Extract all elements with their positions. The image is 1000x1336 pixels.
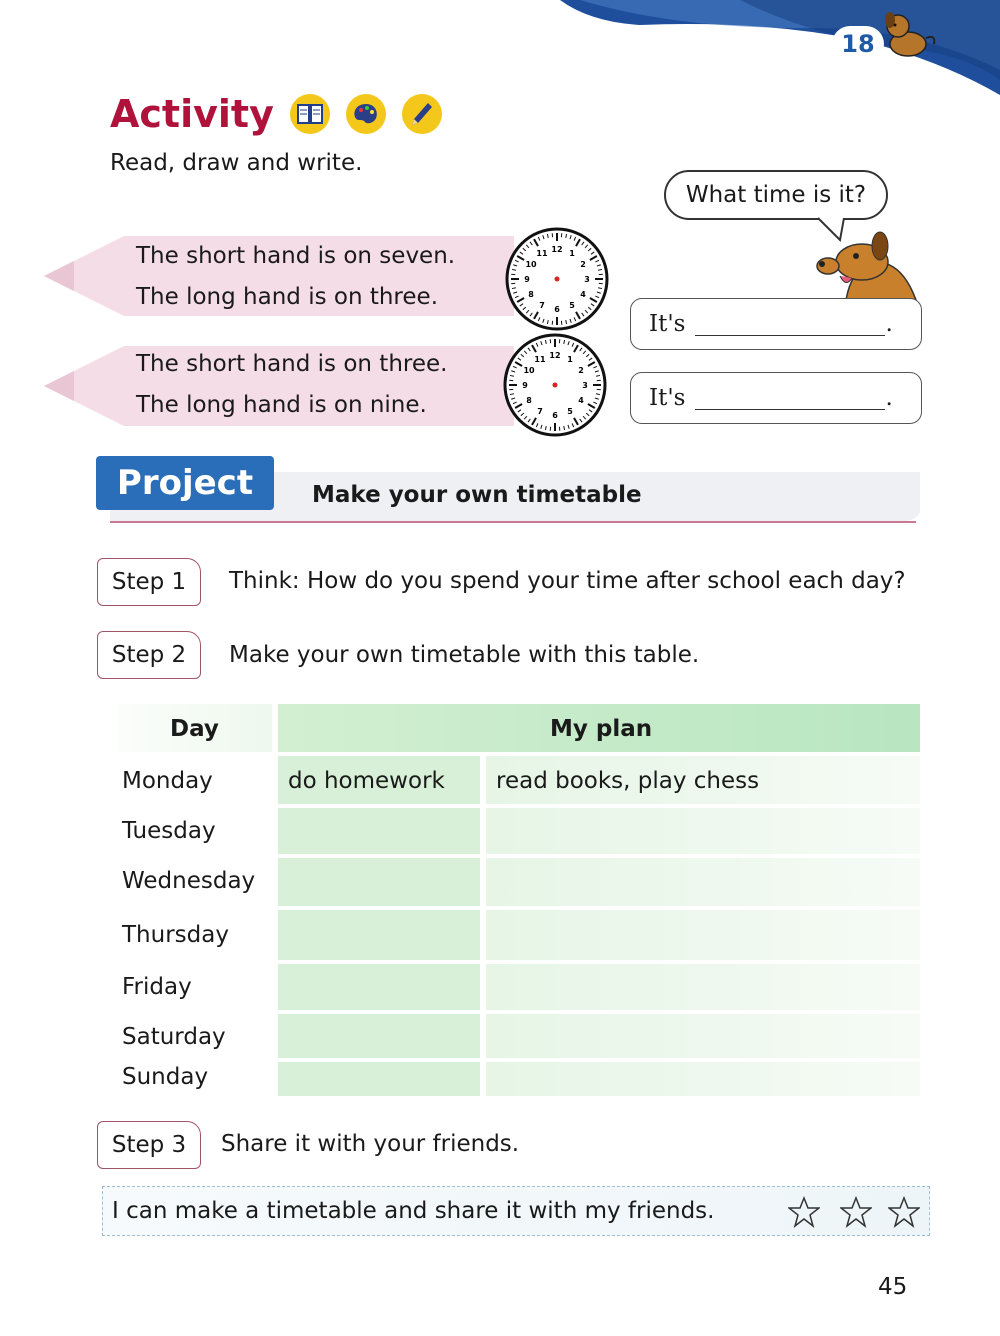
answer-prefix-1: It's: [649, 311, 686, 337]
step-2-text: Make your own timetable with this table.: [229, 642, 700, 668]
table-row: [118, 808, 920, 854]
clock-number: 9: [522, 381, 528, 390]
table-row: [118, 1014, 920, 1058]
header-my-plan: My plan: [550, 716, 653, 742]
plan-cell-tuesday-b[interactable]: [486, 808, 920, 854]
activity-1-line-2: The long hand is on three.: [136, 284, 438, 310]
day-saturday: Saturday: [122, 1024, 226, 1050]
unit-number-badge: 18: [832, 26, 884, 62]
plan-cell-monday-a[interactable]: [278, 756, 480, 804]
clock-2[interactable]: [502, 332, 608, 438]
dog-icon: [816, 222, 920, 302]
clock-number: 4: [580, 290, 586, 299]
plan-cell-sunday-b[interactable]: [486, 1062, 920, 1096]
palette-icon: [346, 94, 386, 134]
clock-number: 5: [567, 406, 573, 416]
clock-number: 10: [525, 260, 537, 269]
plan-cell-wednesday-b[interactable]: [486, 858, 920, 906]
day-monday: Monday: [122, 768, 213, 794]
speech-text: What time is it?: [685, 182, 867, 208]
activity-title: Activity: [110, 92, 274, 136]
clock-number: 2: [580, 260, 586, 269]
clock-number: 11: [536, 249, 548, 259]
clock-number: 5: [569, 300, 575, 310]
table-row: [118, 910, 920, 960]
clock-number: 6: [554, 305, 560, 314]
plan-cell-thursday-a[interactable]: [278, 910, 480, 960]
day-sunday: Sunday: [122, 1064, 209, 1090]
activity-instruction: Read, draw and write.: [110, 150, 363, 176]
clock-number: 8: [526, 396, 532, 405]
answer-box-1: [630, 298, 922, 350]
answer-prefix-2: It's: [649, 385, 686, 411]
clock-number: 7: [537, 406, 543, 416]
clock-number: 12: [549, 351, 561, 360]
plan-cell-friday-a[interactable]: [278, 964, 480, 1010]
answer-suffix-1: .: [885, 311, 893, 337]
step-3-label: Step 3: [97, 1121, 201, 1169]
activity-1-line-1: The short hand is on seven.: [136, 243, 456, 269]
dog-mascot-icon: [880, 8, 940, 60]
pencil-icon: [402, 94, 442, 134]
plan-cell-sunday-a[interactable]: [278, 1062, 480, 1096]
clock-number: 7: [539, 300, 545, 310]
star-icon[interactable]: [840, 1196, 872, 1228]
clock-1[interactable]: [504, 226, 610, 332]
clock-number: 9: [524, 275, 530, 284]
clock-number: 3: [582, 381, 588, 390]
table-row: [118, 858, 920, 906]
plan-cell-wednesday-a[interactable]: [278, 858, 480, 906]
page-number: 45: [878, 1274, 908, 1300]
header-day: Day: [170, 716, 219, 742]
answer-box-2: [630, 372, 922, 424]
clock-number: 4: [578, 396, 584, 405]
answer-suffix-2: .: [885, 385, 893, 411]
day-friday: Friday: [122, 974, 192, 1000]
self-check-text: I can make a timetable and share it with my friends.: [112, 1198, 715, 1224]
plan-text: read books, play chess: [496, 768, 760, 794]
clock-number: 11: [534, 355, 546, 365]
clock-number: 10: [523, 366, 535, 375]
clock-number: 3: [584, 275, 590, 284]
clock-number: 2: [578, 366, 584, 375]
plan-cell-thursday-b[interactable]: [486, 910, 920, 960]
plan-cell-tuesday-a[interactable]: [278, 808, 480, 854]
timetable-header-row: [118, 704, 920, 752]
table-row: [118, 964, 920, 1010]
star-icon[interactable]: [888, 1196, 920, 1228]
answer-input-2[interactable]: [695, 387, 885, 410]
table-row: [118, 756, 920, 804]
plan-text: do homework: [288, 768, 445, 794]
star-icon[interactable]: [788, 1196, 820, 1228]
day-tuesday: Tuesday: [122, 818, 216, 844]
step-1-label: Step 1: [97, 558, 201, 606]
step-3-text: Share it with your friends.: [221, 1131, 520, 1157]
project-label: Project: [96, 456, 274, 510]
step-2-label: Step 2: [97, 631, 201, 679]
speech-bubble: [664, 170, 888, 220]
step-1-text: Think: How do you spend your time after school each day?: [229, 568, 906, 594]
plan-cell-monday-b[interactable]: [486, 756, 920, 804]
project-subtitle: Make your own timetable: [312, 482, 642, 508]
clock-number: 1: [569, 249, 575, 259]
plan-cell-friday-b[interactable]: [486, 964, 920, 1010]
plan-cell-saturday-a[interactable]: [278, 1014, 480, 1058]
book-icon: [290, 94, 330, 134]
answer-input-1[interactable]: [695, 313, 885, 336]
activity-2-line-2: The long hand is on nine.: [136, 392, 427, 418]
activity-2-line-1: The short hand is on three.: [136, 351, 448, 377]
clock-number: 12: [551, 245, 563, 254]
plan-cell-saturday-b[interactable]: [486, 1014, 920, 1058]
day-wednesday: Wednesday: [122, 868, 256, 894]
clock-number: 8: [528, 290, 534, 299]
table-row: [118, 1062, 920, 1096]
clock-number: 1: [567, 355, 573, 365]
day-thursday: Thursday: [122, 922, 229, 948]
clock-number: 6: [552, 411, 558, 420]
